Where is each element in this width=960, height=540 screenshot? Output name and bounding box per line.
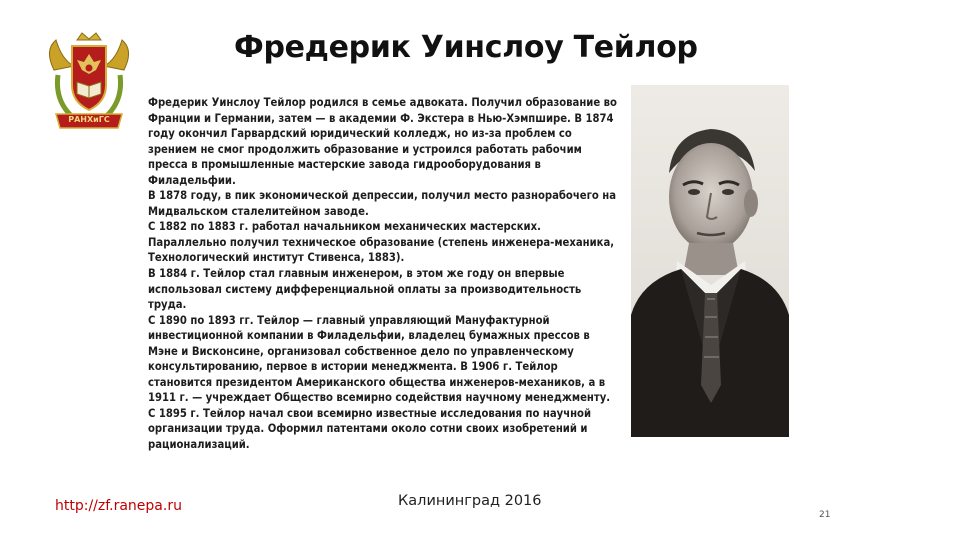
page-number: 21: [819, 510, 831, 520]
footer-city-year: Калининград 2016: [398, 493, 542, 509]
logo-ribbon-text: РАНХиГС: [68, 115, 110, 124]
paragraph-1895: С 1895 г. Тейлор начал свои всемирно известные исследования по научной организации труда. Оформил патентами около сотни своих изобретений и рационализаций.: [148, 406, 592, 452]
footer-website-link[interactable]: http://zf.ranepa.ru: [55, 498, 182, 514]
paragraph-1884: В 1884 г. Тейлор стал главным инженером, в этом же году он впервые использовал систему дифференциальной оплаты за производительность труда.: [148, 267, 582, 312]
paragraph-1882: С 1882 по 1883 г. работал начальником механических мастерских. Параллельно получил техническое образование (степень инженера-механика, Технологический институт Стивенса, 1883).: [148, 220, 615, 265]
paragraph-1890: С 1890 по 1893 гг. Тейлор — главный управляющий Мануфактурной инвестиционной компании в Филадельфии, владелец бумажных прессов в Мэне и Висконсине, организовал собственное дело по управленческому консультированию, первое в истории менеджмента. В 1906 г. Тейлор становится президентом Американского общества инженеров-механиков, а в 1911 г. — учреждает Общество всемирно содействия научному менеджменту.: [148, 313, 611, 405]
paragraph-education: Фредерик Уинслоу Тейлор родился в семье адвоката. Получил образование во Франции и Германии, затем — в академии Ф. Экстера в Нью-Хэмпшире. В 1874 году окончил Гарвардский юридический колледж, но из-за проблем со зрением не смог продолжить образование и устроился работать рабочим пресса в промышленные мастерские завода гидрооборудования в Филадельфии.: [148, 96, 617, 187]
paragraph-1878: В 1878 году, в пик экономической депрессии, получил место разнорабочего на Мидвальском сталелитейном заводе.: [148, 189, 616, 218]
portrait-photo: [631, 85, 789, 437]
ranepa-emblem-logo: [44, 30, 134, 135]
slide-title: Фредерик Уинслоу Тейлор: [234, 30, 698, 65]
biography-text: [148, 95, 618, 453]
